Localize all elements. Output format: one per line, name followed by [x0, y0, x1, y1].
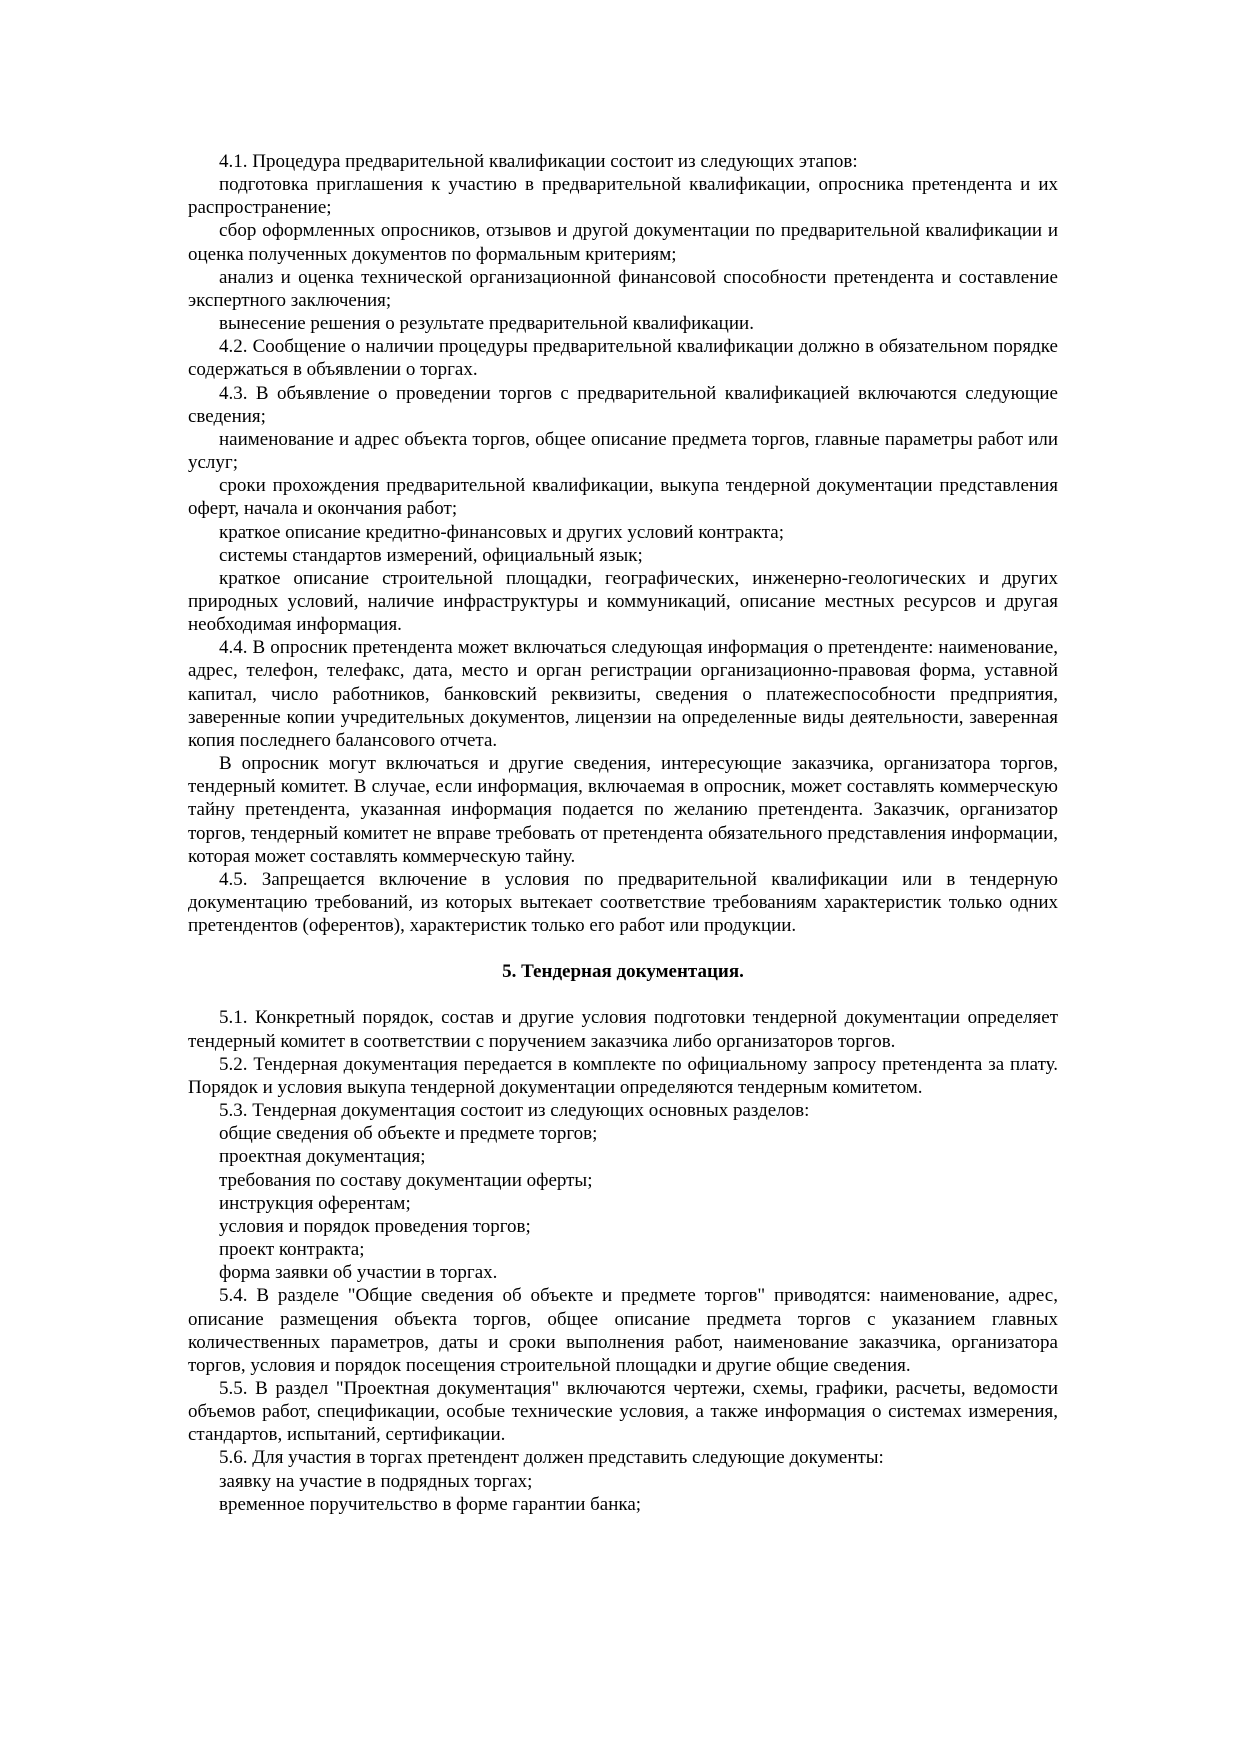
list-item: временное поручительство в форме гарантии банка;: [219, 1493, 642, 1515]
list-item: вынесение решения о результате предварительной квалификации.: [219, 313, 754, 335]
paragraph-5-1: 5.1. Конкретный порядок, состав и другие условия подготовки тендерной документации определяет тендерный комитет в соответствии с поручением заказчика либо организаторов торгов.: [188, 1007, 1058, 1052]
list-item: форма заявки об участии в торгах.: [219, 1262, 498, 1284]
paragraph-5-5: 5.5. В раздел "Проектная документация" включаются чертежи, схемы, графики, расчеты, ведомости объемов работ, спецификации, особые технические условия, а также информация о системах измерения, стандартов, испытаний, сертификации.: [188, 1377, 1058, 1446]
list-item: краткое описание строительной площадки, географических, инженерно-геологических и других природных условий, наличие инфраструктуры и коммуникаций, описание местных ресурсов и другая необходимая информация.: [188, 567, 1058, 636]
paragraph-5-6: 5.6. Для участия в торгах претендент должен представить следующие документы:: [219, 1447, 884, 1469]
section-5-heading: 5. Тендерная документация.: [502, 961, 744, 983]
list-item: условия и порядок проведения торгов;: [219, 1215, 531, 1237]
section-4-body: [188, 150, 1058, 937]
list-item: требования по составу документации оферты;: [219, 1169, 593, 1191]
list-item: заявку на участие в подрядных торгах;: [219, 1470, 533, 1492]
list-item: сбор оформленных опросников, отзывов и другой документации по предварительной квалификации и оценка полученных документов по формальным критериям;: [188, 220, 1058, 265]
paragraph-5-2: 5.2. Тендерная документация передается в комплекте по официальному запросу претендента за плату. Порядок и условия выкупа тендерной документации определяются тендерным комитетом.: [188, 1053, 1058, 1098]
paragraph-5-4: 5.4. В разделе "Общие сведения об объекте и предмете торгов" приводятся: наименование, адрес, описание размещения объекта торгов, общее описание предмета торгов с указанием главных количественных параметров, даты и сроки выполнения работ, наименование заказчика, организатора торгов, условия и порядок посещения строительной площадки и другие общие сведения.: [188, 1285, 1058, 1376]
paragraph-4-2: 4.2. Сообщение о наличии процедуры предварительной квалификации должно в обязательном порядке содержаться в объявлении о торгах.: [188, 336, 1058, 381]
list-item: системы стандартов измерений, официальный язык;: [219, 544, 643, 566]
paragraph-4-3: 4.3. В объявление о проведении торгов с предварительной квалификацией включаются следующие сведения;: [188, 382, 1058, 427]
list-item: анализ и оценка технической организационной финансовой способности претендента и составление экспертного заключения;: [188, 266, 1058, 311]
list-item: наименование и адрес объекта торгов, общее описание предмета торгов, главные параметры работ или услуг;: [188, 428, 1058, 474]
paragraph-4-4: 4.4. В опросник претендента может включаться следующая информация о претенденте: наименование, адрес, телефон, телефакс, дата, место и орган регистрации организационно-правовая форма, уставной капитал, число работников, банковский реквизиты, сведения о платежеспособности предприятия, заверенные копии учредительных документов, лицензии на определенные виды деятельности, заверенная копия последнего балансового отчета.: [188, 637, 1058, 751]
paragraph-4-5: 4.5. Запрещается включение в условия по предварительной квалификации или в тендерную документацию требований, из которых вытекает соответствие требованиям характеристик только одних претендентов (оферентов), характеристик только его работ или продукции.: [188, 868, 1058, 937]
list-item: сроки прохождения предварительной квалификации, выкупа тендерной документации представления оферт, начала и окончания работ;: [188, 475, 1058, 520]
list-item: проектная документация;: [219, 1146, 426, 1168]
paragraph-4-1: 4.1. Процедура предварительной квалификации состоит из следующих этапов:: [219, 151, 858, 172]
paragraph-5-3: 5.3. Тендерная документация состоит из следующих основных разделов:: [219, 1100, 810, 1122]
paragraph-4-4-continued: В опросник могут включаться и другие сведения, интересующие заказчика, организатора торгов, тендерный комитет. В случае, если информация, включаемая в опросник, может составлять коммерческую тайну претендента, указанная информация подается по желанию претендента. Заказчик, организатор торгов, тендерный комитет не вправе требовать от претендента обязательного представления информации, которая может составлять коммерческую тайну.: [188, 753, 1058, 867]
section-5-body: [188, 1006, 1058, 1515]
list-item: подготовка приглашения к участию в предварительной квалификации, опросника претендента и их распространение;: [188, 174, 1058, 219]
list-item: общие сведения об объекте и предмете торгов;: [219, 1123, 598, 1145]
list-item: краткое описание кредитно-финансовых и других условий контракта;: [219, 521, 784, 543]
list-item: инструкция оферентам;: [219, 1192, 411, 1214]
list-item: проект контракта;: [219, 1239, 365, 1261]
